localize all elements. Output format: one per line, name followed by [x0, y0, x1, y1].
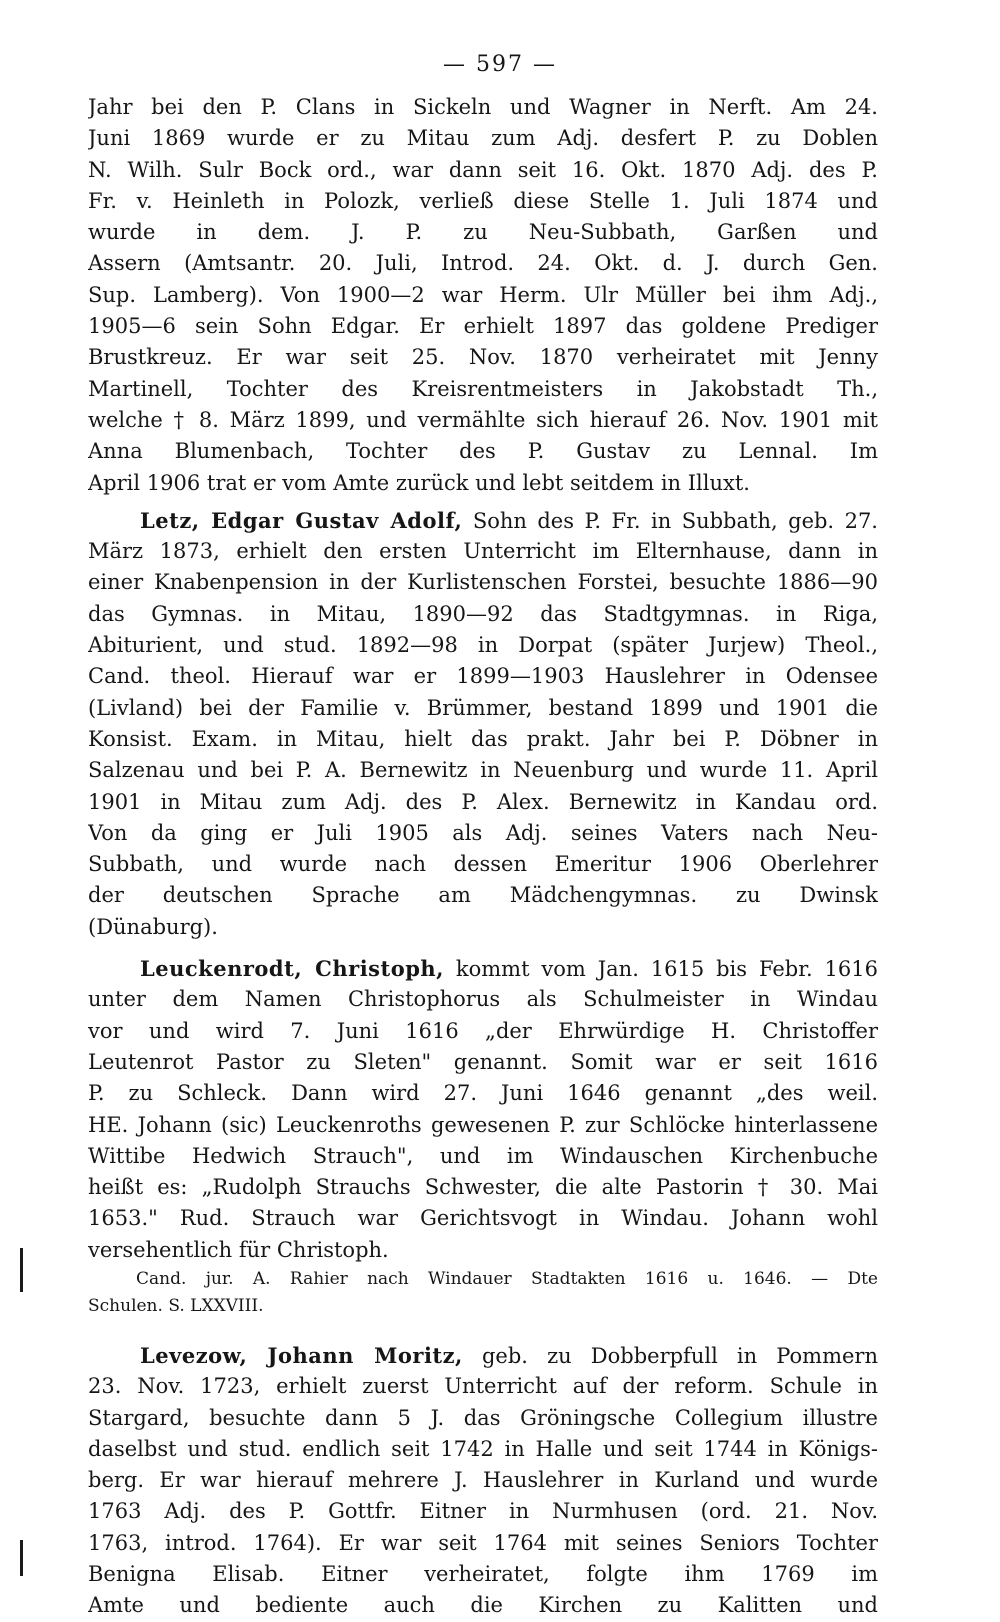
- text-line: Martinell, Tochter des Kreisrentmeisters in Jakobstadt Th.,: [88, 376, 878, 401]
- page-number: — 597 —: [443, 52, 557, 77]
- text-line: Anna Blumenbach, Tochter des P. Gustav zu Lennal. Im: [88, 439, 878, 464]
- text-line: P. zu Schleck. Dann wird 27. Juni 1646 genannt „des weil.: [88, 1081, 878, 1106]
- text-line: Brustkreuz. Er war seit 25. Nov. 1870 verheiratet mit Jenny: [88, 345, 878, 370]
- entry-heading-text: geb. zu Dobberpfull in Pommern: [481, 1343, 878, 1368]
- text-line: März 1873, erhielt den ersten Unterricht im Elternhause, dann in: [88, 539, 878, 564]
- text-line: der deutschen Sprache am Mädchengymnas. zu Dwinsk: [88, 883, 878, 908]
- text-line: N. Wilh. Sulr Bock ord., war dann seit 16. Okt. 1870 Adj. des P.: [88, 157, 878, 182]
- text-line: HE. Johann (sic) Leuckenroths gewesenen P. zur Schlöcke hinterlassene: [88, 1112, 878, 1137]
- entry-levezow: [88, 1340, 878, 1622]
- scan-margin-mark: [20, 1540, 23, 1576]
- entry-name: Leuckenrodt, Christoph,: [140, 956, 444, 982]
- text-line: welche † 8. März 1899, und vermählte sich hierauf 26. Nov. 1901 mit: [88, 407, 878, 432]
- text-line: wurde in dem. J. P. zu Neu-Subbath, Garßen und: [88, 220, 878, 245]
- entry-letz: [88, 505, 878, 943]
- text-line: Konsist. Exam. in Mitau, hielt das prakt. Jahr bei P. Döbner in: [88, 726, 878, 751]
- text-line: Abiturient, und stud. 1892—98 in Dorpat (später Jurjew) Theol.,: [88, 633, 878, 658]
- text-line: April 1906 trat er vom Amte zurück und lebt seitdem in Illuxt.: [88, 470, 750, 495]
- text-line: Amte und bediente auch die Kirchen zu Kalitten und: [88, 1593, 878, 1618]
- text-line: 1901 in Mitau zum Adj. des P. Alex. Bernewitz in Kandau ord.: [88, 789, 878, 814]
- text-line: versehentlich für Christoph.: [88, 1237, 389, 1262]
- text-line: Cand. theol. Hierauf war er 1899—1903 Hauslehrer in Odensee: [88, 664, 878, 689]
- entry-heading-text: Sohn des P. Fr. in Subbath, geb. 27.: [472, 508, 878, 533]
- text-line: 1653." Rud. Strauch war Gerichtsvogt in Windau. Johann wohl: [88, 1206, 878, 1231]
- text-line: Sup. Lamberg). Von 1900—2 war Herm. Ulr Müller bei ihm Adj.,: [88, 282, 878, 307]
- entry-name: Levezow, Johann Moritz,: [140, 1342, 463, 1368]
- scan-margin-mark: [20, 1248, 23, 1292]
- text-line: (Livland) bei der Familie v. Brümmer, bestand 1899 und 1901 die: [88, 695, 878, 720]
- text-line: Wittibe Hedwich Strauch", und im Windauschen Kirchenbuche: [88, 1143, 878, 1168]
- text-line: vor und wird 7. Juni 1616 „der Ehrwürdige H. Christoffer: [88, 1018, 878, 1043]
- text-line: daselbst und stud. endlich seit 1742 in Halle und seit 1744 in Königs-: [88, 1436, 878, 1461]
- text-line: einer Knabenpension in der Kurlistenschen Forstei, besuchte 1886—90: [88, 570, 878, 595]
- source-note: Schulen. S. LXXVIII.: [88, 1295, 264, 1316]
- text-line: Von da ging er Juli 1905 als Adj. seines Vaters nach Neu-: [88, 820, 878, 845]
- text-line: heißt es: „Rudolph Strauchs Schwester, die alte Pastorin † 30. Mai: [88, 1175, 878, 1200]
- text-line: Leutenrot Pastor zu Sleten" genannt. Somit war er seit 1616: [88, 1049, 878, 1074]
- text-line: Jahr bei den P. Clans in Sickeln und Wagner in Nerft. Am 24.: [88, 95, 878, 119]
- entry-heading-line: [88, 1340, 878, 1371]
- text-line: Salzenau und bei P. A. Bernewitz in Neuenburg und wurde 11. April: [88, 758, 878, 783]
- entry-continuation: [88, 92, 878, 499]
- text-line: 23. Nov. 1723, erhielt zuerst Unterricht auf der reform. Schule in: [88, 1374, 878, 1399]
- text-line: berg. Er war hierauf mehrere J. Hauslehrer in Kurland und wurde: [88, 1468, 878, 1493]
- text-line: (Dünaburg).: [88, 914, 218, 939]
- entry-heading-line: [88, 505, 878, 536]
- text-line: unter dem Namen Christophorus als Schulmeister in Windau: [88, 987, 878, 1012]
- text-line: Subbath, und wurde nach dessen Emeritur 1906 Oberlehrer: [88, 852, 878, 877]
- text-line: Assern (Amtsantr. 20. Juli, Introd. 24. Okt. d. J. durch Gen.: [88, 251, 878, 276]
- entry-name: Letz, Edgar Gustav Adolf,: [140, 507, 463, 533]
- text-line: Fr. v. Heinleth in Polozk, verließ diese Stelle 1. Juli 1874 und: [88, 188, 878, 213]
- text-line: 1763, introd. 1764). Er war seit 1764 mit seines Seniors Tochter: [88, 1530, 878, 1555]
- entry-heading-line: [88, 953, 878, 984]
- entry-heading-text: kommt vom Jan. 1615 bis Febr. 1616: [455, 957, 878, 982]
- text-column: [88, 92, 878, 1622]
- text-line: 1905—6 sein Sohn Edgar. Er erhielt 1897 das goldene Prediger: [88, 314, 878, 339]
- text-line: Stargard, besuchte dann 5 J. das Gröningsche Collegium illustre: [88, 1405, 878, 1430]
- text-line: Juni 1869 wurde er zu Mitau zum Adj. desfert P. zu Doblen: [88, 126, 878, 151]
- text-line: 1763 Adj. des P. Gottfr. Eitner in Nurmhusen (ord. 21. Nov.: [88, 1499, 878, 1524]
- text-line: das Gymnas. in Mitau, 1890—92 das Stadtgymnas. in Riga,: [88, 601, 878, 626]
- entry-leuckenrodt: [88, 953, 878, 1320]
- source-note: Cand. jur. A. Rahier nach Windauer Stadtakten 1616 u. 1646. — Dte: [136, 1268, 878, 1289]
- text-line: Benigna Elisab. Eitner verheiratet, folgte ihm 1769 im: [88, 1562, 878, 1587]
